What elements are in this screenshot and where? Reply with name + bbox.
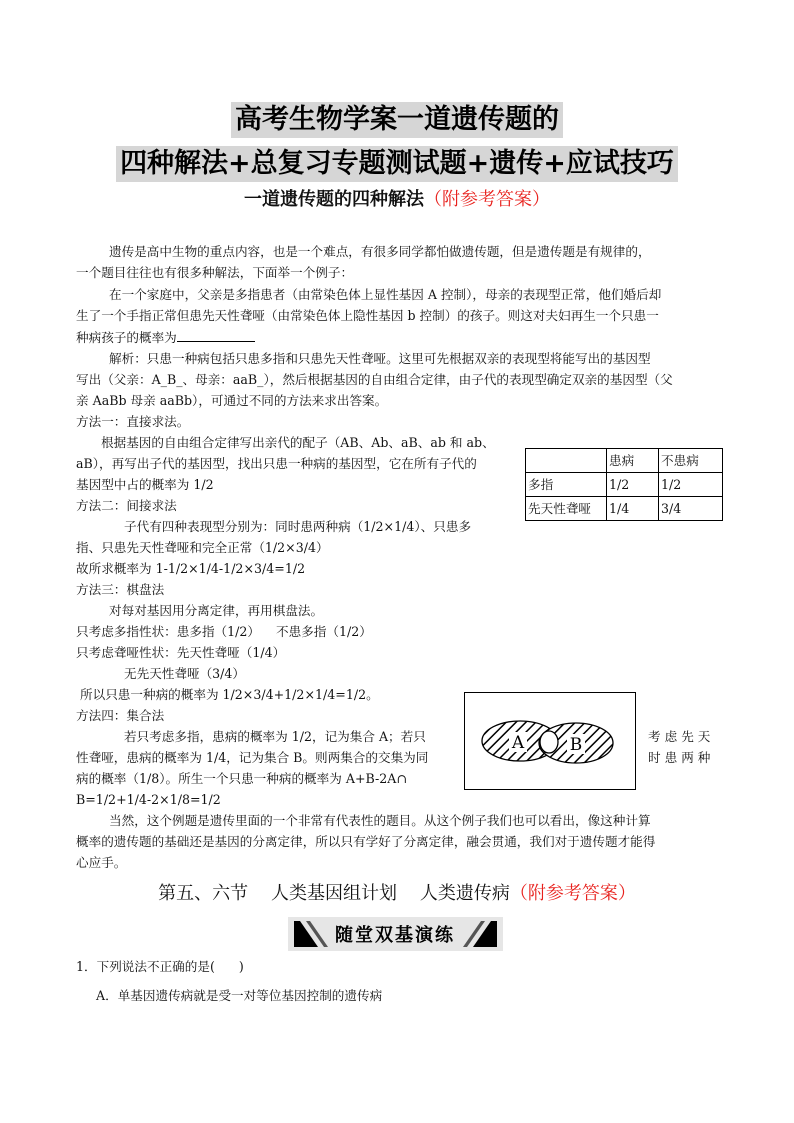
section-title-main: 第五、六节 人类基因组计划 人类遗传病	[158, 883, 510, 904]
section-answer-note: （附参考答案）	[509, 883, 636, 904]
method2-line-2: 指、只患先天性聋哑和完全正常（1/2×3/4）	[76, 540, 329, 555]
table-cell: 先天性聋哑	[526, 497, 607, 521]
method3-line-5: 所以只患一种病的概率为 1/2×3/4+1/2×1/4=1/2。	[80, 687, 379, 702]
question-1-option-a: A．单基因遗传病就是受一对等位基因控制的遗传病	[96, 988, 383, 1003]
method4-heading: 方法四：集合法	[76, 708, 165, 723]
table-header-cell: 患病	[607, 449, 659, 473]
doc-title-line-2: 四种解法+总复习专题测试题+遗传+应试技巧	[116, 146, 678, 182]
intro-line-2: 一个题目往往也有很多种解法，下面举一个例子：	[76, 265, 354, 280]
subtitle-main: 一道遗传题的四种解法	[244, 189, 424, 210]
method4-line-4: B=1/2+1/4-2×1/8=1/2	[76, 792, 221, 807]
problem-line-1: 在一个家庭中，父亲是多指患者（由常染色体上显性基因 A 控制），母亲的表现型正常，他们婚后却	[109, 287, 662, 302]
method1-line-1: 根据基因的自由组合定律写出亲代的配子（AB、Ab、aB、ab 和 ab、	[101, 435, 495, 450]
answer-blank	[177, 327, 255, 342]
method4-right-line-2: 时 患 两 种	[648, 750, 711, 765]
table-row	[526, 497, 723, 521]
conclusion-line-2: 概率的遗传题的基础还是基因的分离定律，所以只有学好了分离定律，融会贯通，我们对于遗传题才能得	[76, 834, 656, 849]
method1-line-3: 基因型中占的概率为 1/2	[76, 477, 214, 492]
subtitle-answer-note: （附参考答案）	[424, 189, 550, 210]
practice-banner	[288, 917, 503, 951]
venn-diagram	[464, 692, 636, 790]
method1-heading: 方法一：直接求法。	[76, 414, 190, 429]
title-line-2-wrapper	[0, 146, 794, 182]
section-title	[0, 880, 794, 908]
table-header-cell: 不患病	[659, 449, 723, 473]
venn-svg	[465, 693, 634, 788]
table-header-row	[526, 449, 723, 473]
analysis-line-2: 写出（父亲：A_B_、母亲：aaB_），然后根据基因的自由组合定律，由子代的表现型确定双亲的基因型（父	[76, 372, 673, 387]
method3-line-2: 只考虑多指性状：患多指（1/2） 不患多指（1/2）	[76, 624, 372, 639]
problem-line-2: 生了一个手指正常但患先天性聋哑（由常染色体上隐性基因 b 控制）的孩子。则这对夫妇再生一个只患一	[76, 308, 659, 323]
intro-line-1: 遗传是高中生物的重点内容，也是一个难点，有很多同学都怕做遗传题，但是遗传题是有规律的，	[109, 244, 651, 259]
method2-line-1: 子代有四种表现型分别为：同时患两种病（1/2×1/4）、只患多	[124, 519, 472, 534]
subtitle	[0, 186, 794, 214]
question-1: 1．下列说法不正确的是( )	[76, 959, 244, 974]
problem-line-3-text: 种病孩子的概率为	[76, 330, 177, 345]
method3-line-1: 对每对基因用分离定律，再用棋盘法。	[109, 603, 324, 618]
banner-svg	[288, 917, 503, 951]
probability-table	[525, 448, 723, 521]
analysis-line-3: 亲 AaBb 母亲 aaBb），可通过不同的方法来求出答案。	[76, 393, 388, 408]
table-cell: 1/4	[607, 497, 659, 521]
table-cell: 1/2	[607, 473, 659, 497]
table-row	[526, 473, 723, 497]
table-header-cell	[526, 449, 607, 473]
method1-line-2: aB），再写出子代的基因型，找出只患一种病的基因型，它在所有子代的	[76, 456, 477, 471]
analysis-line-1: 解析：只患一种病包括只患多指和只患先天性聋哑。这里可先根据双亲的表现型将能写出的基因型	[109, 351, 651, 366]
table-cell: 多指	[526, 473, 607, 497]
banner-label: 随堂双基演练	[335, 925, 455, 946]
method4-line-3: 病的概率（1/8）。所生一个只患一种病的概率为 A+B-2A∩	[76, 771, 407, 786]
intersection-region	[540, 731, 558, 753]
method2-heading: 方法二：间接求法	[76, 498, 177, 513]
set-b-label: B	[569, 735, 583, 755]
method4-line-1: 若只考虑多指，患病的概率为 1/2，记为集合 A；若只	[124, 729, 426, 744]
method4-line-2: 性聋哑，患病的概率为 1/4，记为集合 B。则两集合的交集为同	[76, 750, 429, 765]
method4-right-line-1: 考 虑 先 天	[648, 729, 711, 744]
method3-line-3: 只考虑聋哑性状：先天性聋哑（1/4）	[76, 645, 286, 660]
problem-line-3	[76, 327, 255, 348]
conclusion-line-3: 心应手。	[76, 855, 127, 870]
doc-title-line-1: 高考生物学案一道遗传题的	[231, 102, 563, 138]
title-line-1-wrapper	[0, 102, 794, 138]
conclusion-line-1: 当然，这个例题是遗传里面的一个非常有代表性的题目。从这个例子我们也可以看出，像这种计算	[109, 813, 651, 828]
method2-line-3: 故所求概率为 1-1/2×1/4-1/2×3/4=1/2	[76, 561, 306, 576]
method3-line-4: 无先天性聋哑（3/4）	[124, 666, 246, 681]
table-cell: 1/2	[659, 473, 723, 497]
method3-heading: 方法三：棋盘法	[76, 582, 165, 597]
set-a-label: A	[511, 733, 525, 753]
table-cell: 3/4	[659, 497, 723, 521]
